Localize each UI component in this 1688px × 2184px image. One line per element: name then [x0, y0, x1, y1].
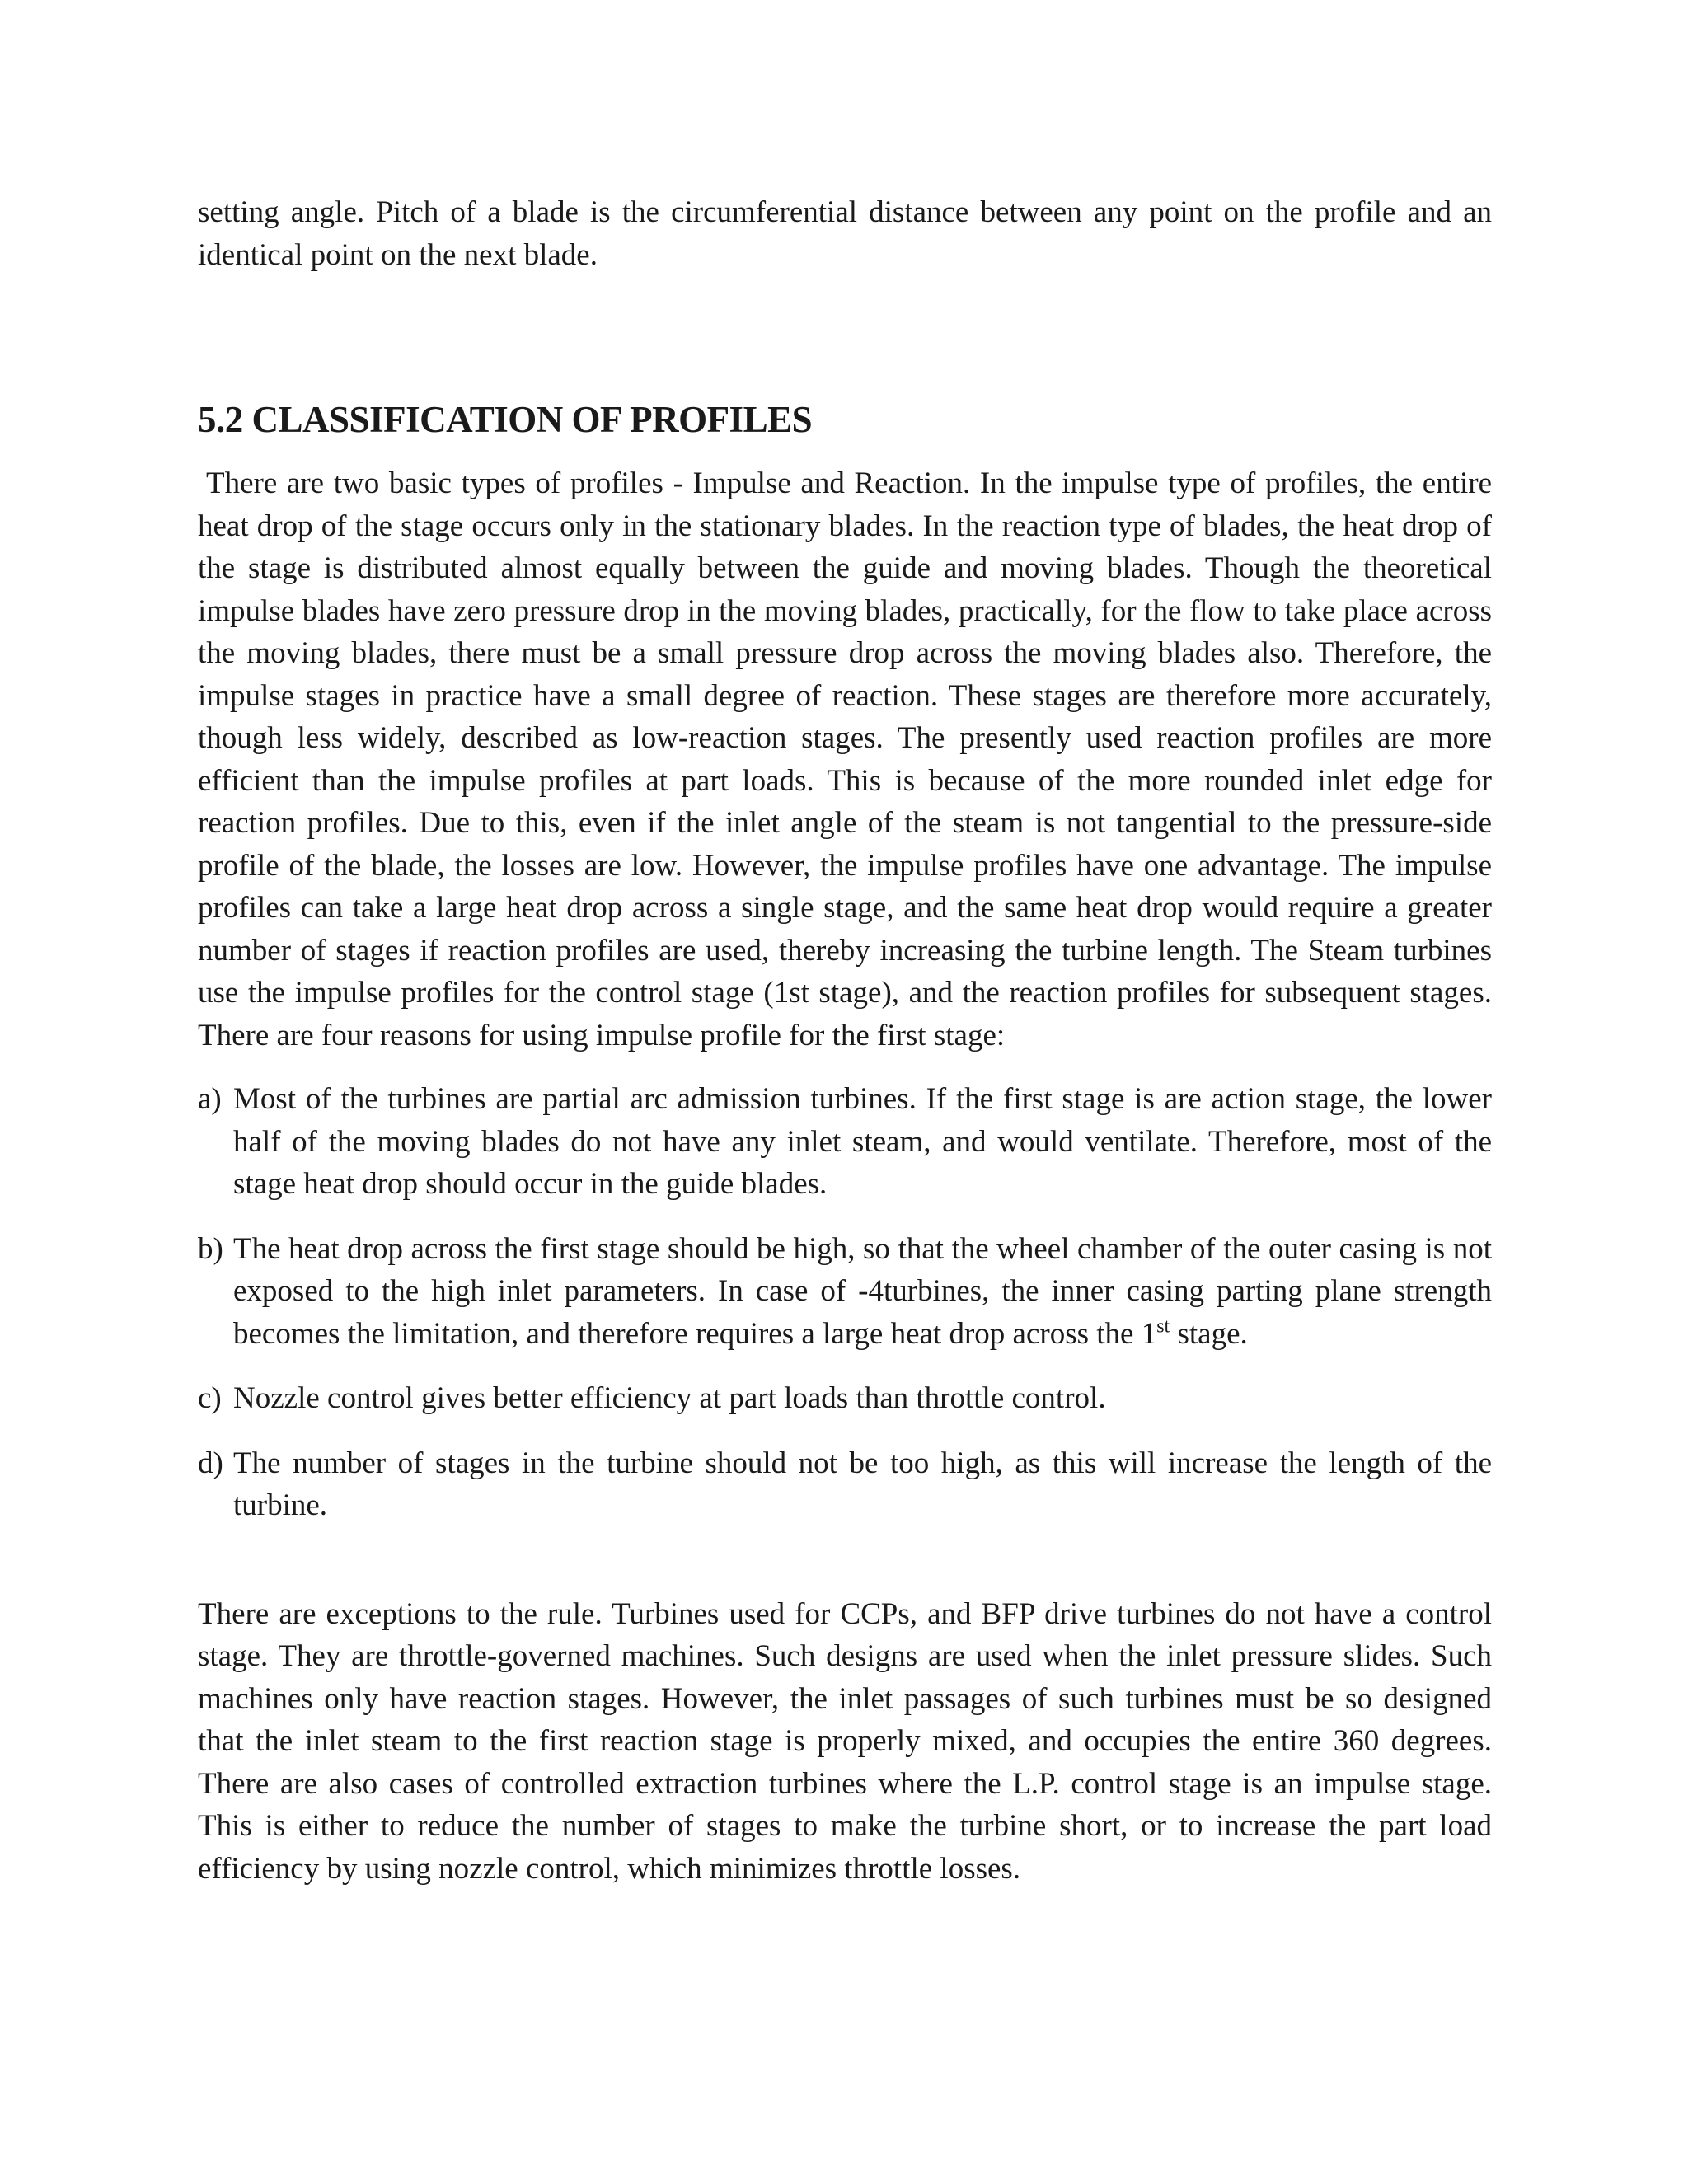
list-item	[198, 1442, 1492, 1527]
closing-paragraph: There are exceptions to the rule. Turbines used for CCPs, and BFP drive turbines do not have a control stage. They are throttle-governed machines. Such designs are used when the inlet pressure slides. Such machines only have reaction stages. However, the inlet passages of such turbines must be so designed that the inlet steam to the first reaction stage is properly mixed, and occupies the entire 360 degrees. There are also cases of controlled extraction turbines where the L.P. control stage is an impulse stage. This is either to reduce the number of stages to make the turbine short, or to increase the part load efficiency by using nozzle control, which minimizes throttle losses.	[198, 1596, 1492, 1886]
section-paragraph: There are two basic types of profiles - Impulse and Reaction. In the impulse type of profiles, the entire heat drop of the stage occurs only in the stationary blades. In the reaction type of blades, the heat drop of the stage is distributed almost equally between the guide and moving blades. Though the theoretical impulse blades have zero pressure drop in the moving blades, practically, for the flow to take place across the moving blades, there must be a small pressure drop across the moving blades also. Therefore, the impulse stages in practice have a small degree of reaction. These stages are therefore more accurately, though less widely, described as low-reaction stages. The presently used reaction profiles are more efficient than the impulse profiles at part loads. This is because of the more rounded inlet edge for reaction profiles. Due to this, even if the inlet angle of the steam is not tangential to the pressure-side profile of the blade, the losses are low. However, the impulse profiles have one advantage. The impulse profiles can take a large heat drop across a single stage, and the same heat drop would require a greater number of stages if reaction profiles are used, thereby increasing the turbine length. The Steam turbines use the impulse profiles for the control stage (1st stage), and the reaction profiles for subsequent stages. There are four reasons for using impulse profile for the first stage:	[198, 466, 1492, 1052]
section-heading: 5.2 CLASSIFICATION OF PROFILES	[198, 399, 813, 440]
list-marker: a)	[198, 1082, 222, 1116]
document-page	[198, 191, 1492, 1890]
list-marker: d)	[198, 1446, 223, 1480]
list-marker: b)	[198, 1231, 223, 1266]
list-item	[198, 1377, 1492, 1420]
list-item-text: The heat drop across the first stage should be high, so that the wheel chamber of the outer casing is not exposed to the high inlet parameters. In case of -4turbines, the inner casing parting plane strength becomes the limitation, and therefore requires a large heat drop across the 1	[233, 1231, 1492, 1351]
list-item-text: Most of the turbines are partial arc admission turbines. If the first stage is are action stage, the lower half of the moving blades do not have any inlet steam, and would ventilate. Therefore, most of the stage heat drop should occur in the guide blades.	[233, 1082, 1492, 1201]
list-item-text: The number of stages in the turbine should not be too high, as this will increase the length of the turbine.	[233, 1446, 1492, 1522]
superscript: st	[1156, 1315, 1170, 1338]
list-item-text-after: stage.	[1170, 1316, 1248, 1351]
list-item	[198, 1228, 1492, 1356]
reasons-list	[198, 1078, 1492, 1527]
list-marker: c)	[198, 1381, 222, 1415]
list-item	[198, 1078, 1492, 1206]
list-item-text: Nozzle control gives better efficiency at part loads than throttle control.	[233, 1381, 1106, 1415]
intro-paragraph: setting angle. Pitch of a blade is the circumferential distance between any point on the profile and an identical point on the next blade.	[198, 195, 1492, 272]
